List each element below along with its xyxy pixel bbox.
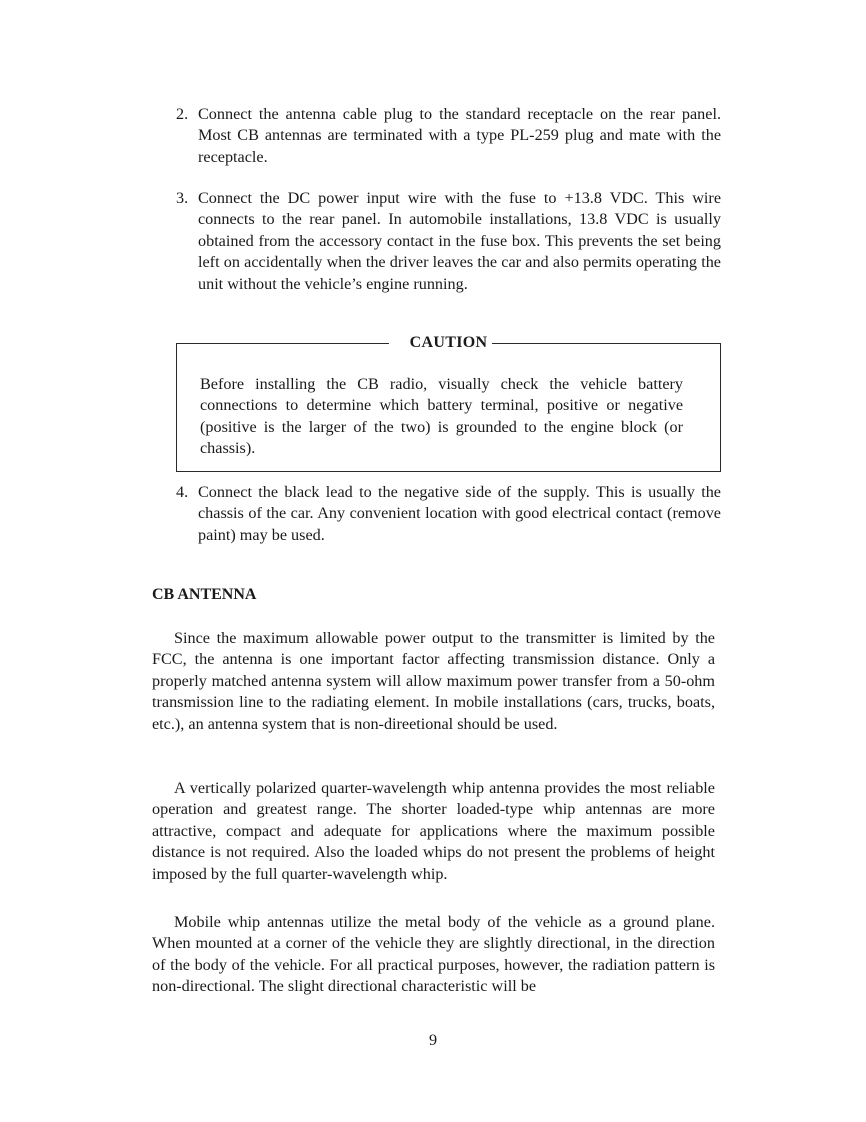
list-item-text: Connect the black lead to the negative side of the supply. This is usually the chassis of the car. Any convenient location with good electrical contact (remove paint) may be used. [198, 483, 721, 544]
section-heading: CB ANTENNA [152, 586, 257, 603]
list-item-text: Connect the DC power input wire with the fuse to +13.8 VDC. This wire connects to the rear panel. In automobile installations, 13.8 VDC is usually obtained from the accessory contact in the fuse box. This prevents the set being left on accidentally when the driver leaves the car and also permits operating the unit without the vehicle’s engine running. [198, 189, 721, 293]
list-item-2 [176, 104, 721, 168]
caution-text: Before installing the CB radio, visually check the vehicle battery connections to determine which battery terminal, positive or negative (positive is the larger of the two) is grounded to the engine block (or chassis). [200, 375, 683, 458]
paragraph: Since the maximum allowable power output to the transmitter is limited by the FCC, the antenna is one important factor affecting transmission distance. Only a properly matched antenna system will allow maximum power transfer from a 50-ohm transmission line to the radiating element. In mobile installations (cars, trucks, boats, etc.), an antenna system that is non-direetional should be used. [152, 629, 715, 733]
paragraph: Mobile whip antennas utilize the metal body of the vehicle as a ground plane. When mounted at a corner of the vehicle they are slightly directional, in the direction of the body of the vehicle. For all practical purposes, however, the radiation pattern is non-directional. The slight directional characteristic will be [152, 913, 715, 996]
caution-box [176, 334, 721, 472]
list-item-text: Connect the antenna cable plug to the standard receptacle on the rear panel. Most CB antennas are terminated with a type PL-259 plug and mate with the receptacle. [198, 105, 721, 166]
list-item-number: 2. [176, 105, 189, 123]
paragraph: A vertically polarized quarter-wavelength whip antenna provides the most reliable operation and greatest range. The shorter loaded-type whip antennas are more attractive, compact and adequate for applications where the maximum possible distance is not required. Also the loaded whips do not present the problems of height imposed by the full quarter-wavelength whip. [152, 779, 715, 883]
page-number: 9 [428, 1031, 438, 1049]
list-item-4 [176, 482, 721, 546]
caution-title: CAUTION [409, 334, 488, 351]
list-item-number: 4. [176, 483, 189, 501]
list-item-3 [176, 188, 721, 295]
list-item-number: 3. [176, 189, 189, 207]
